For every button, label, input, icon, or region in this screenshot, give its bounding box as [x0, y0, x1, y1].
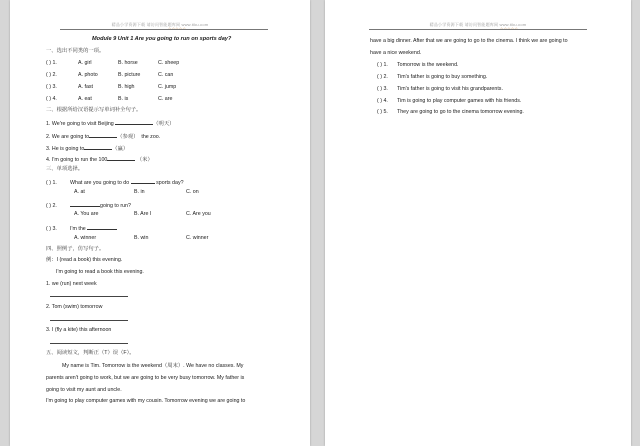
section-2-heading: 二、根据所给汉语提示写单词补全句子。: [46, 107, 142, 113]
s1-row-4: ( ) 4. A. eat B. is C. are: [46, 96, 173, 102]
header-watermark: 精品小学资源下载 请访问智能题库网 www.tiku.com: [429, 22, 527, 27]
s4-question-3: 3. I (fly a kite) this afternoon: [46, 327, 112, 333]
tf-item-5: ( ) 5. They are going to go to the cinema tomorrow evening.: [377, 109, 524, 115]
s2-question-3: 3. He is going to （赢）: [46, 146, 129, 152]
s4-example: 例：I (read a book) this evening.: [46, 257, 123, 263]
fill-blank[interactable]: [87, 224, 117, 230]
s1-row-1: ( ) 1. A. girl B. horse C. sheep: [46, 60, 180, 66]
s4-example-answer: I'm going to read a book this evening.: [56, 269, 144, 275]
answer-paren[interactable]: ( ) 4.: [46, 96, 57, 102]
answer-paren[interactable]: ( ) 5.: [377, 109, 388, 115]
s3-question-2-stem: ( ) 2. going to run?: [46, 203, 131, 209]
answer-paren[interactable]: ( ) 3.: [377, 86, 388, 92]
s3-question-1-options: A. at B. in C. on: [74, 189, 199, 195]
answer-paren[interactable]: ( ) 2.: [46, 72, 57, 78]
fill-blank[interactable]: [70, 201, 100, 207]
section-3-heading: 三、单项选择。: [46, 166, 84, 172]
answer-paren[interactable]: ( ) 1.: [46, 60, 57, 66]
s3-question-3-stem: ( ) 3. I'm the: [46, 224, 117, 232]
worksheet-title: Module 9 Unit 1 Are you going to run on sports day?: [92, 36, 232, 42]
answer-line-1[interactable]: [50, 296, 128, 297]
answer-line-3[interactable]: [50, 343, 128, 344]
answer-paren[interactable]: ( ) 1.: [377, 62, 388, 68]
header-watermark: 精品小学资源下载 请访问智能题库网 www.tiku.com: [111, 22, 209, 27]
fill-blank[interactable]: [107, 155, 135, 161]
fill-blank[interactable]: [131, 178, 155, 184]
passage-line-2: parents aren't going to work, but we are going to be very busy tomorrow. My father is: [46, 375, 245, 381]
section-5-heading: 五、阅读短文，判断正（T）误（F）。: [46, 350, 135, 356]
header-stamp: ☆☆☆☆☆: [500, 26, 518, 31]
passage-line-1: My name is Tim. Tomorrow is the weekend（周末）. We have no classes. My: [62, 363, 244, 369]
answer-line-2[interactable]: [50, 320, 128, 321]
s2-question-2: 2. We are going to （参观） the zoo.: [46, 134, 161, 140]
header-stamp: ☆☆☆☆☆: [168, 26, 186, 31]
answer-paren[interactable]: ( ) 3.: [46, 84, 57, 90]
fill-blank[interactable]: [89, 132, 117, 138]
s1-row-3: ( ) 3. A. fast B. high C. jump: [46, 84, 177, 90]
s3-question-2-options: A. You are B. Are I C. Are you: [74, 211, 211, 217]
passage-line-5: have a big dinner. After that we are going to go to the cinema. I think we are going to: [370, 38, 568, 44]
s4-question-2: 2. Tom (swim) tomorrow: [46, 304, 103, 310]
passage-line-6: have a nice weekend.: [370, 50, 422, 56]
s2-question-4: 4. I'm going to run the 100 （米）: [46, 157, 153, 163]
fill-blank[interactable]: [115, 119, 153, 125]
answer-paren[interactable]: ( ) 2.: [46, 203, 57, 209]
s2-question-1: 1. We're going to visit Beijing （明天）: [46, 121, 175, 127]
answer-paren[interactable]: ( ) 2.: [377, 74, 388, 80]
answer-paren[interactable]: ( ) 4.: [377, 98, 388, 104]
tf-item-1: ( ) 1. Tomorrow is the weekend.: [377, 62, 459, 68]
answer-paren[interactable]: ( ) 3.: [46, 226, 57, 232]
fill-blank[interactable]: [84, 144, 112, 150]
answer-paren[interactable]: ( ) 1.: [46, 180, 57, 186]
section-4-heading: 四、照例子，仿写句子。: [46, 246, 105, 252]
s1-row-2: ( ) 2. A. photo B. picture C. can: [46, 72, 174, 78]
header-rule: [60, 29, 268, 30]
tf-item-2: ( ) 2. Tim's father is going to buy something.: [377, 74, 488, 80]
s3-question-3-options: A. winner B. win C. winner: [74, 235, 209, 241]
document-page-right: [325, 0, 631, 446]
header-rule: [369, 29, 587, 30]
s3-question-1-stem: ( ) 1. What are you going to do sports day?: [46, 180, 184, 186]
section-1-heading: 一、选出不同类的一项。: [46, 48, 105, 54]
document-page-left: [10, 0, 310, 446]
tf-item-4: ( ) 4. Tim is going to play computer games with his friends.: [377, 98, 522, 104]
passage-line-3: going to visit my aunt and uncle.: [46, 387, 122, 393]
s4-question-1: 1. we (run) next week: [46, 281, 97, 287]
tf-item-3: ( ) 3. Tim's father is going to visit his grandparents.: [377, 86, 503, 92]
passage-line-4: I'm going to play computer games with my cousin. Tomorrow evening we are going to: [46, 398, 246, 404]
